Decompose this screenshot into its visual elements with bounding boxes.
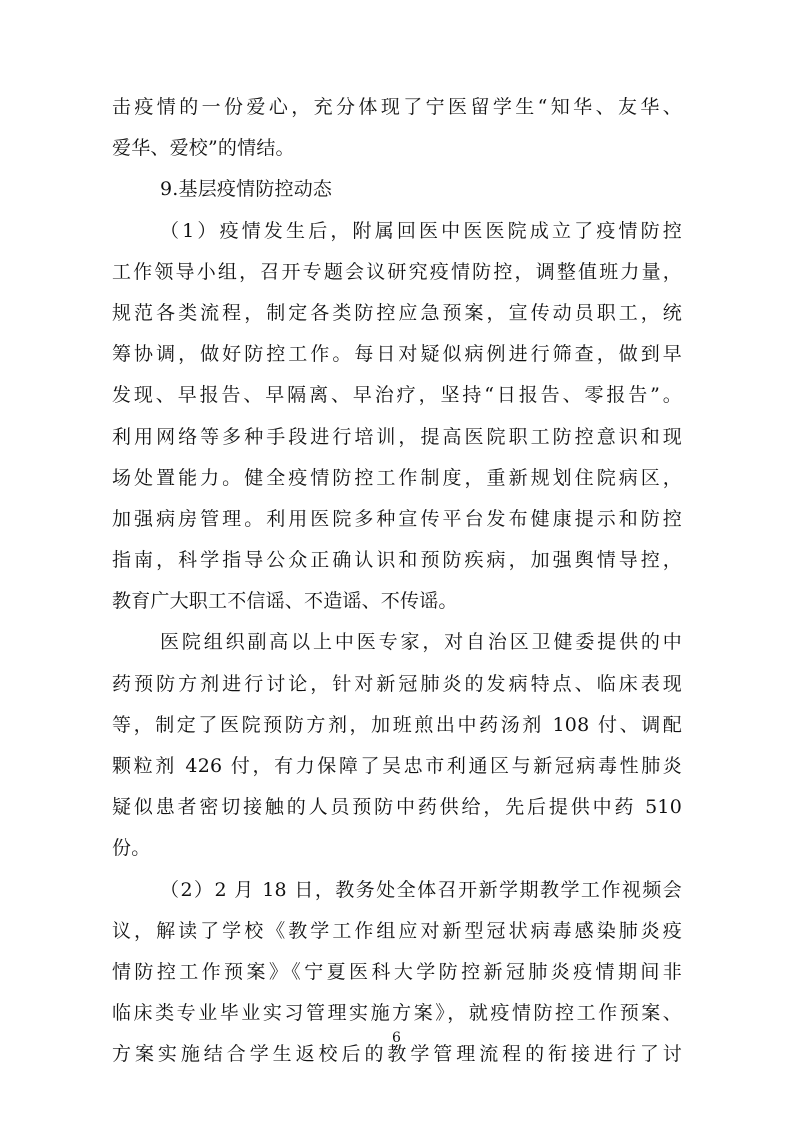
text-line-7: 筹协调，做好防控工作。每日对疑似病例进行筛查，做到早 <box>112 343 682 366</box>
text-line-24: 方案实施结合学生返校后的教学管理流程的衔接进行了讨 <box>112 1043 682 1066</box>
text-line-12: 指南，科学指导公众正确认识和预防疾病，加强舆情导控， <box>112 549 682 572</box>
text-line-2: 爱华、爱校”的情结。 <box>112 137 295 160</box>
text-line-18: 疑似患者密切接触的人员预防中药供给，先后提供中药 510 <box>112 796 682 819</box>
text-line-6: 规范各类流程，制定各类防控应急预案，宣传动员职工，统 <box>112 301 682 324</box>
text-line-14: 医院组织副高以上中医专家，对自治区卫健委提供的中 <box>160 631 682 654</box>
text-line-21: 议，解读了学校《教学工作组应对新型冠状病毒感染肺炎疫 <box>112 919 682 942</box>
section-heading: 9.基层疫情防控动态 <box>160 178 333 201</box>
text-line-4: （1）疫情发生后，附属回医中医医院成立了疫情防控 <box>160 219 682 242</box>
text-line-23: 临床类专业毕业实习管理实施方案》，就疫情防控工作预案、 <box>112 1002 682 1025</box>
text-line-20: （2）2 月 18 日，教务处全体召开新学期教学工作视频会 <box>160 878 682 901</box>
text-line-5: 工作领导小组，召开专题会议研究疫情防控，调整值班力量， <box>112 260 682 283</box>
text-line-13: 教育广大职工不信谣、不造谣、不传谣。 <box>112 590 458 613</box>
text-line-10: 场处置能力。健全疫情防控工作制度，重新规划住院病区， <box>112 466 682 489</box>
body-text <box>112 92 682 1081</box>
text-line-16: 等，制定了医院预防方剂，加班煎出中药汤剂 108 付、调配 <box>112 713 682 736</box>
text-line-22: 情防控工作预案》《宁夏医科大学防控新冠肺炎疫情期间非 <box>112 960 682 983</box>
text-line-11: 加强病房管理。利用医院多种宣传平台发布健康提示和防控 <box>112 507 682 530</box>
page-number: 6 <box>392 1030 401 1046</box>
text-line-8: 发现、早报告、早隔离、早治疗，坚持“日报告、零报告”。 <box>112 384 682 407</box>
text-line-17: 颗粒剂 426 付，有力保障了吴忠市利通区与新冠病毒性肺炎 <box>112 755 682 777</box>
text-line-15: 药预防方剂进行讨论，针对新冠肺炎的发病特点、临床表现 <box>112 672 682 695</box>
text-line-9: 利用网络等多种手段进行培训，提高医院职工防控意识和现 <box>112 425 682 448</box>
text-line-1: 击疫情的一份爱心，充分体现了宁医留学生“知华、友华、 <box>112 96 682 118</box>
text-line-19: 份。 <box>112 837 151 860</box>
